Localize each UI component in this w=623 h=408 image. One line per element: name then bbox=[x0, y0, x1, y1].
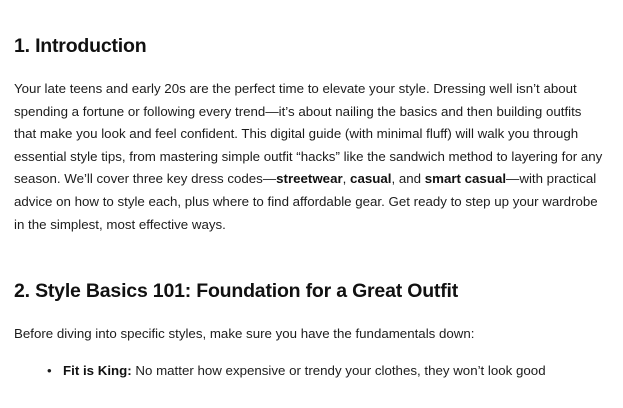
section-heading-style-basics: 2. Style Basics 101: Foundation for a Great Outfit bbox=[14, 280, 459, 303]
section-heading-introduction: 1. Introduction bbox=[14, 35, 147, 57]
list-item: • Fit is King: No matter how expensive or trendy your clothes, they won’t look good bbox=[14, 360, 607, 383]
introduction-paragraph: Your late teens and early 20s are the perfect time to elevate your style. Dressing well isn’t about spending a fortune or following every trend—it’s about nailing the basics and then building outfits that make you look and feel confident. This digital guide (with minimal fluff) will walk you through essential style tips, from mastering simple outfit “hacks” like the sandwich method to layering for any season. We’ll cover three key dress codes—streetwear, casual, and smart casual—with practical advice on how to style each, plus where to find affordable gear. Get ready to step up your wardrobe in the simplest, most effective ways. bbox=[14, 81, 603, 232]
style-basics-intro-paragraph: Before diving into specific styles, make sure you have the fundamentals down: bbox=[14, 326, 475, 342]
style-basics-bullet-list bbox=[14, 360, 607, 383]
